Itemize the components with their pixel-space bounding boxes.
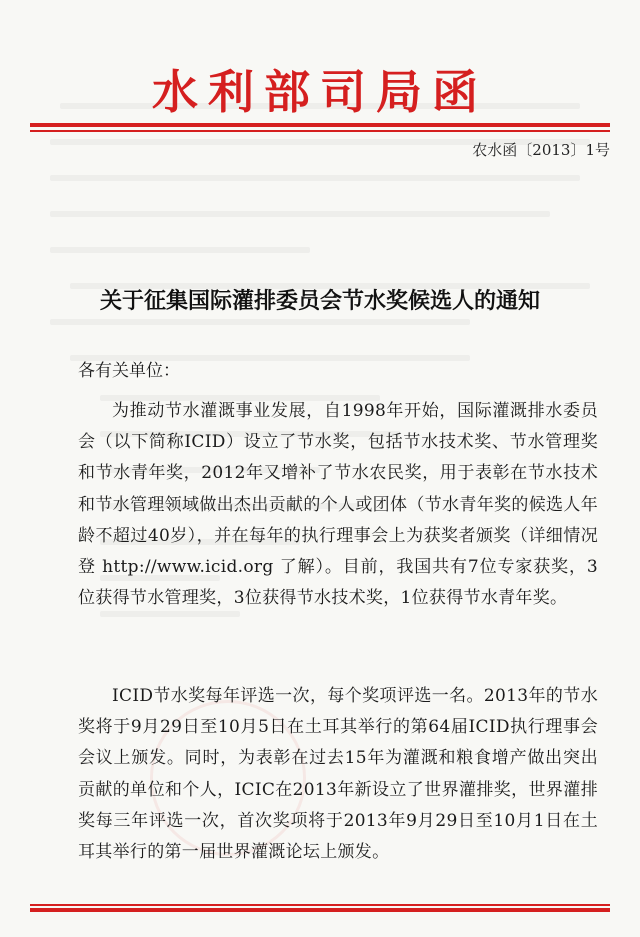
salutation: 各有关单位： — [78, 361, 180, 381]
letterhead-red-rule-thin — [30, 130, 610, 132]
footer-red-rule-thin — [30, 904, 610, 906]
document-title: 关于征集国际灌排委员会节水奖候选人的通知 — [99, 289, 540, 314]
letterhead-red-rule-thick — [30, 123, 610, 127]
body-paragraph-1: 为推动节水灌溉事业发展，自1998年开始，国际灌溉排水委员会（以下简称ICID）设立了节水奖，包括节水技术奖、节水管理奖和节水青年奖，2012年又增补了节水农民奖，用于表彰在节水技术和节水管理领域做出杰出贡献的个人或团体（节水青年奖的候选人年龄不超过40岁），并在每年的执行理事会上为获奖者颁奖（详细情况登 http://www.icid.org 了解）。目前，我国共有7位专家获奖，3位获得节水管理奖，3位获得节水技术奖，1位获得节水青年奖。 — [78, 401, 598, 609]
letterhead-title: 水利部司局函 — [152, 65, 488, 119]
body-paragraph-2: ICID节水奖每年评选一次，每个奖项评选一名。2013年的节水奖将于9月29日至10月5日在土耳其举行的第64届ICID执行理事会会议上颁发。同时，为表彰在过去15年为灌溉和粮食增产做出突出贡献的单位和个人，ICIC在2013年新设立了世界灌排奖，世界灌排奖每三年评选一次，首次奖项将于2013年9月29日至10月1日在土耳其举行的第一届世界灌溉论坛上颁发。 — [78, 686, 598, 863]
document-number: 农水函〔2013〕1号 — [472, 141, 610, 159]
footer-red-rule-thick — [30, 908, 610, 912]
